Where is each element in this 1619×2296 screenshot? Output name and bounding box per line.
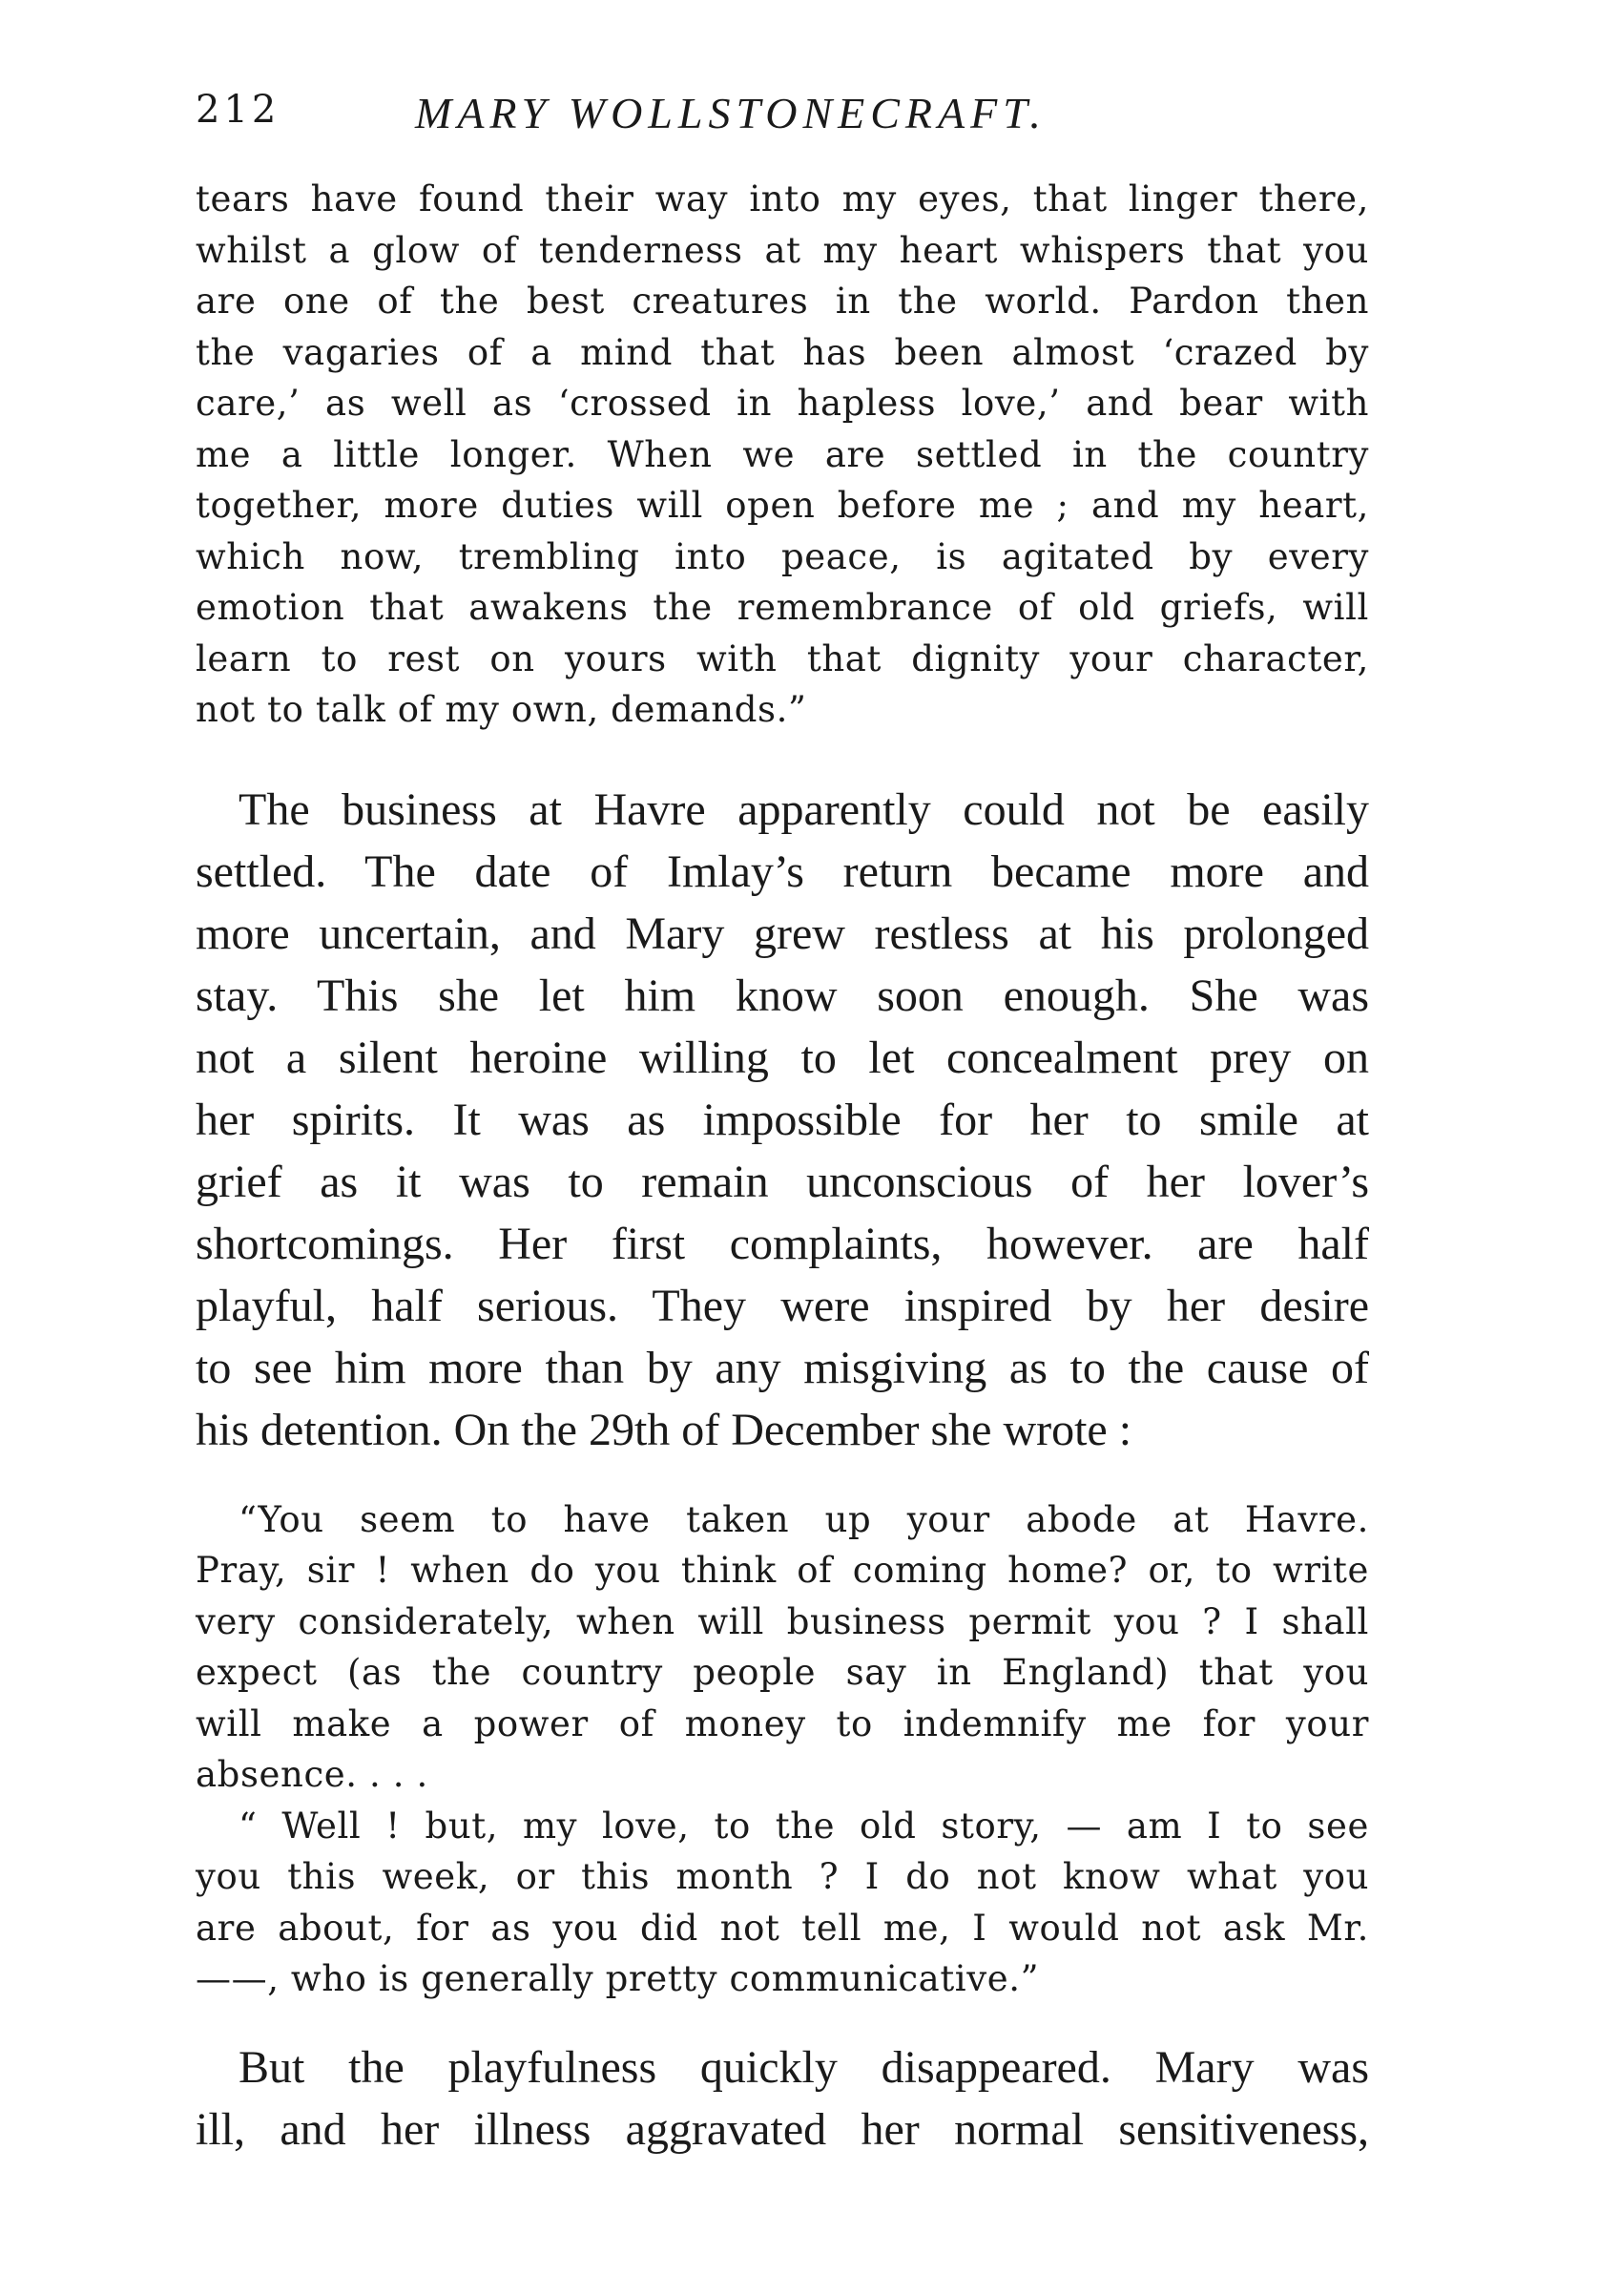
text-line: together, more duties will open before me ; and my heart, [196, 485, 1369, 526]
text-line: are one of the best creatures in the world. Pardon then [196, 281, 1369, 322]
page-header [196, 88, 1369, 145]
text-line: care,’ as well as ‘crossed in hapless love,’ and bear with [196, 383, 1369, 424]
text-line: more uncertain, and Mary grew restless at his prolonged [196, 908, 1369, 959]
text-line: the vagaries of a mind that has been almost ‘crazed by [196, 331, 1369, 373]
text-line: emotion that awakens the remembrance of old griefs, will [196, 587, 1369, 628]
text-line: her spirits. It was as impossible for her to smile at [196, 1094, 1369, 1145]
text-line: settled. The date of Imlay’s return became more and [196, 845, 1369, 897]
text-line: not a silent heroine willing to let concealment prey on [196, 1032, 1369, 1083]
text-line: not to talk of my own, demands.” [196, 689, 807, 730]
text-line: which now, trembling into peace, is agitated by every [196, 535, 1369, 577]
text-line: his detention. On the 29th of December she wrote : [196, 1404, 1132, 1455]
text-line: tears have found their way into my eyes, that linger there, [196, 178, 1369, 219]
page-number: 212 [196, 88, 280, 132]
book-page [196, 88, 1369, 2160]
text-line: stay. This she let him know soon enough. She was [196, 970, 1369, 1021]
body-paragraph-2 [196, 2036, 1369, 2160]
quoted-letter-excerpt-2 [196, 1494, 1369, 2005]
text-line: But the playfulness quickly disappeared. Mary was [239, 2041, 1369, 2093]
text-line: grief as it was to remain unconscious of her lover’s [196, 1156, 1369, 1207]
text-line: me a little longer. When we are settled in the country [196, 433, 1369, 475]
quoted-letter-excerpt-1 [196, 174, 1369, 736]
running-title: MARY WOLLSTONECRAFT. [415, 89, 1047, 137]
text-line: to see him more than by any misgiving as to the cause of [196, 1342, 1369, 1393]
text-line: are about, for as you did not tell me, I would not ask Mr. [196, 1907, 1369, 1949]
body-paragraph-1 [196, 779, 1369, 1461]
text-line: The business at Havre apparently could not be easily [239, 783, 1369, 835]
text-line: you this week, or this month ? I do not know what you [196, 1856, 1369, 1897]
text-line: whilst a glow of tenderness at my heart whispers that you [196, 229, 1369, 271]
text-line: “ Well ! but, my love, to the old story, — am I to see [239, 1805, 1369, 1847]
text-line: ill, and her illness aggravated her normal sensitiveness, [196, 2103, 1369, 2155]
text-line: absence. . . . [196, 1754, 428, 1795]
text-line: shortcomings. Her first complaints, however. are half [196, 1218, 1369, 1269]
text-line: will make a power of money to indemnify me for your [196, 1702, 1369, 1744]
text-line: learn to rest on yours with that dignity your character, [196, 637, 1369, 679]
text-line: “You seem to have taken up your abode at Havre. [239, 1498, 1369, 1540]
text-line: expect (as the country people say in England) that you [196, 1652, 1369, 1693]
text-line: very considerately, when will business permit you ? I shall [196, 1600, 1369, 1642]
text-line: ——, who is generally pretty communicative.” [196, 1958, 1040, 1999]
text-line: playful, half serious. They were inspired by her desire [196, 1280, 1369, 1331]
text-line: Pray, sir ! when do you think of coming home? or, to write [196, 1550, 1369, 1591]
